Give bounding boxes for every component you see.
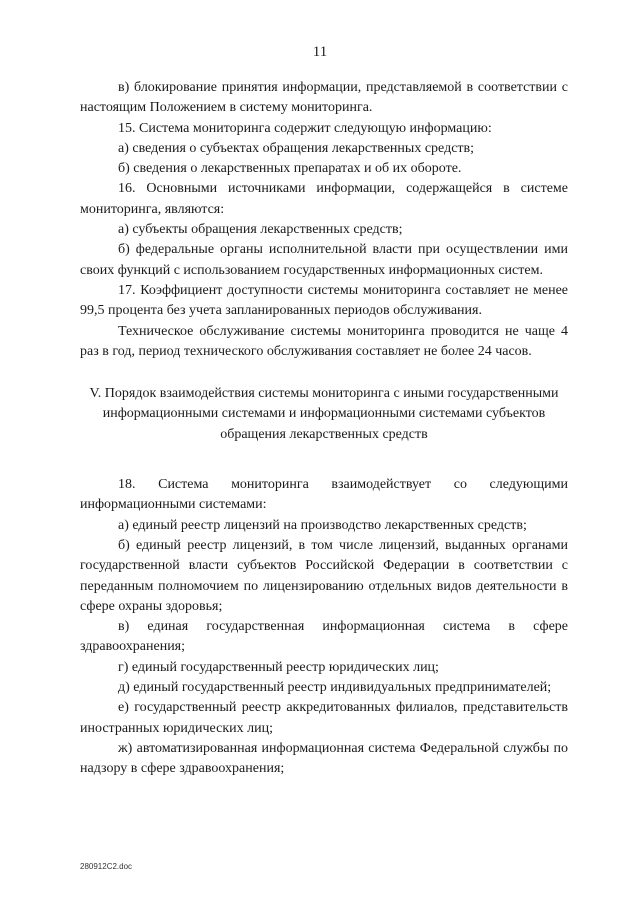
document-footer-filename: 280912C2.doc <box>80 862 133 871</box>
paragraph-18-b: б) единый реестр лицензий, в том числе лицензий, выданных органами государственной власти субъектов Российской Федерации в соответствии с переданным полномочием по лицензированию отдельных видов деятельности в сфере охраны здоровья; <box>80 537 568 614</box>
paragraph-18-v: в) единая государственная информационная система в сфере здравоохранения; <box>80 619 568 655</box>
paragraph-15-a: а) сведения о субъектах обращения лекарственных средств; <box>118 140 475 156</box>
paragraph-16-b: б) федеральные органы исполнительной власти при осуществлении ими своих функций с использованием государственных информационных систем. <box>80 242 568 278</box>
document-body <box>80 78 568 780</box>
paragraph-item-v: в) блокирование принятия информации, представляемой в соответствии с настоящим Положением в систему мониторинга. <box>80 80 568 116</box>
page-number: 11 <box>312 44 328 60</box>
paragraph-15: 15. Система мониторинга содержит следующую информацию: <box>118 120 492 136</box>
paragraph-16-a: а) субъекты обращения лекарственных средств; <box>118 222 403 238</box>
paragraph-18-g: г) единый государственный реестр юридических лиц; <box>118 659 439 675</box>
paragraph-18-zh: ж) автоматизированная информационная система Федеральной службы по надзору в сфере здравоохранения; <box>80 740 568 777</box>
paragraph-18-e: е) государственный реестр аккредитованных филиалов, представительств иностранных юридических лиц; <box>80 700 568 736</box>
paragraph-18-a: а) единый реестр лицензий на производство лекарственных средств; <box>118 517 527 533</box>
paragraph-18-d: д) единый государственный реестр индивидуальных предпринимателей; <box>118 680 552 696</box>
paragraph-16: 16. Основными источниками информации, содержащейся в системе мониторинга, являются: <box>80 181 568 217</box>
section-heading: V. Порядок взаимодействия системы мониторинга с иными государственными информационными системами и информационными системами субъектов обращения лекарственных средств <box>89 386 559 442</box>
paragraph-15-b: б) сведения о лекарственных препаратах и об их обороте. <box>118 161 462 177</box>
paragraph-18: 18. Система мониторинга взаимодействует со следующими информационными системами: <box>80 477 568 513</box>
paragraph-17-maintenance: Техническое обслуживание системы мониторинга проводится не чаще 4 раз в год, период технического обслуживания составляет не более 24 часов. <box>80 323 568 359</box>
paragraph-17: 17. Коэффициент доступности системы мониторинга составляет не менее 99,5 процента без учета запланированных периодов обслуживания. <box>80 282 568 319</box>
